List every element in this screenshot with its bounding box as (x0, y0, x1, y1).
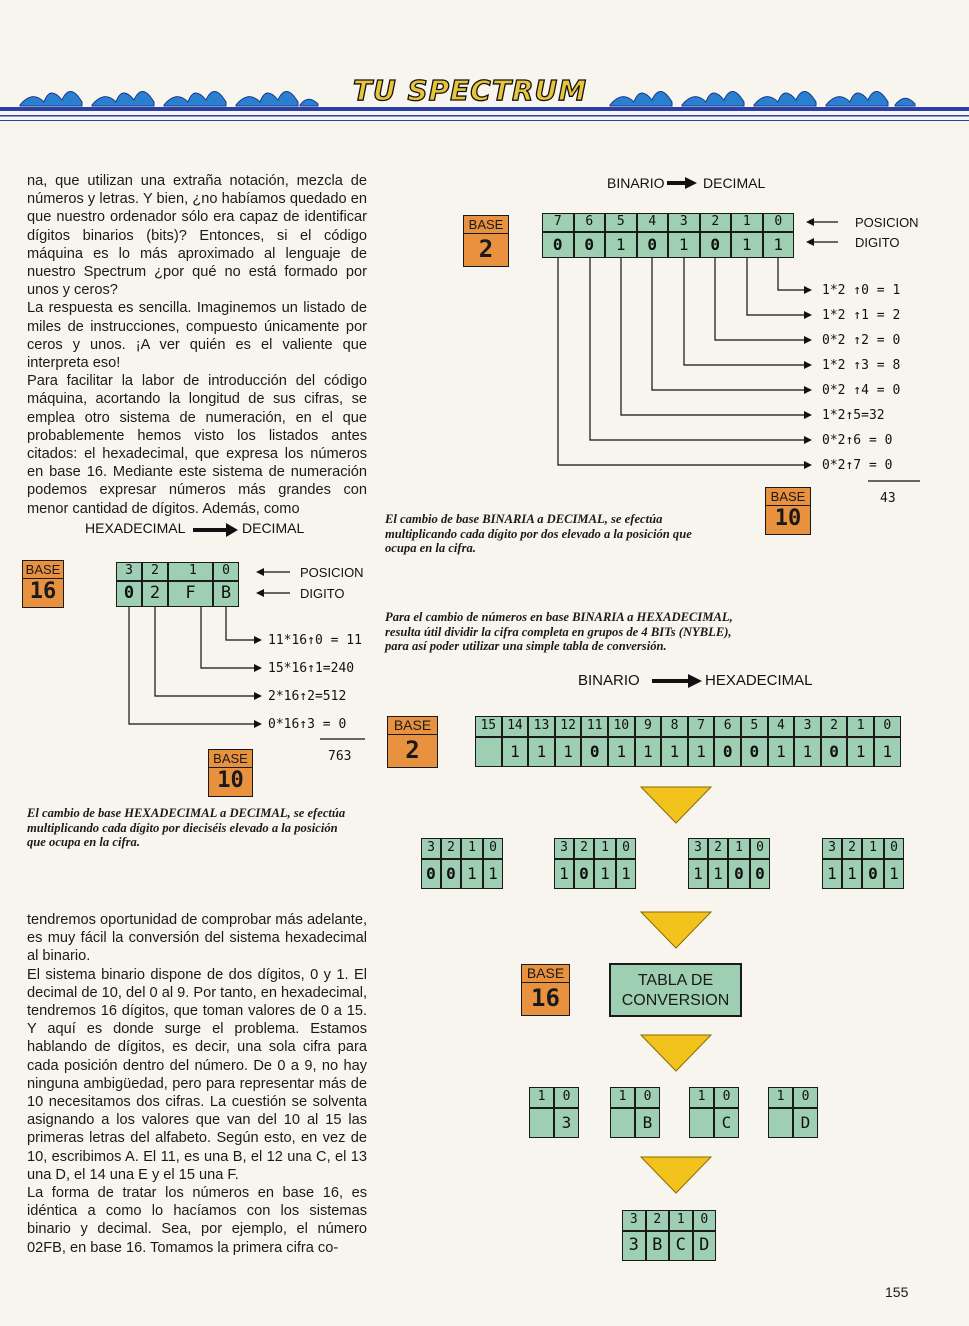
header-title: TU SPECTRUM (352, 74, 588, 107)
label-digit: DIGITO (855, 235, 900, 250)
digit-cell: F (168, 581, 213, 607)
base-value: 16 (531, 984, 560, 1012)
base-badge-10 (208, 749, 253, 797)
digit-cell: 0 (700, 232, 732, 258)
position-cell: 0 (793, 1087, 818, 1108)
empty-cell (529, 1108, 554, 1138)
digit-cell: 1 (884, 859, 904, 889)
digit-cell: 1 (763, 232, 795, 258)
position-cell: 2 (821, 716, 848, 737)
digit-cell: 1 (635, 737, 662, 767)
total-value: 43 (880, 491, 896, 506)
page-header (0, 60, 969, 130)
digit-cell: 0 (574, 859, 594, 889)
digit-cell: D (693, 1231, 717, 1261)
down-arrow-icon (641, 1157, 711, 1193)
digit-cell: 2 (142, 581, 168, 607)
digit-cell: 0 (741, 737, 768, 767)
digit-cell: 0 (441, 859, 461, 889)
digit-cell: 0 (581, 737, 608, 767)
digit-cell: 1 (608, 737, 635, 767)
position-cell: 11 (581, 716, 608, 737)
digit-cell: B (635, 1108, 660, 1138)
digit-cell: 1 (555, 737, 582, 767)
empty-cell (689, 1108, 714, 1138)
position-cell: 9 (635, 716, 662, 737)
page-number: 155 (885, 1284, 909, 1300)
digit-cell: 0 (421, 859, 441, 889)
digit-cell: D (793, 1108, 818, 1138)
base-value: 10 (774, 506, 802, 531)
paragraph: na, que utilizan una extraña notación, mezcla de números y letras. Y bien, ¿no habíamos quedado en que nuestro ordenador sólo era capaz de identificar dígitos binarios (bits)? Entonces, si el código máquina es lo más aproximado al lenguaje de nuestro Spectrum ¿por qué no está formado por unos y ceros? (27, 173, 367, 299)
diagram-title-from: HEXADECIMAL (85, 520, 186, 536)
position-cell: 2 (142, 562, 168, 581)
position-cell: 1 (669, 1210, 693, 1231)
product-line: 0*2 ↑2 = 0 (822, 333, 901, 348)
base-badge-16 (22, 560, 64, 608)
digit-cell: 1 (661, 737, 688, 767)
diagram-title-from: BINARIO (607, 175, 665, 191)
diagram-title-to: DECIMAL (703, 175, 766, 191)
position-cell: 1 (594, 838, 616, 859)
base-label: BASE (209, 750, 252, 768)
diagram-title-to: HEXADECIMAL (705, 672, 813, 689)
position-cell: 3 (421, 838, 441, 859)
label-position: POSICION (300, 565, 364, 580)
digit-cell: 0 (821, 737, 848, 767)
position-cell: 0 (213, 562, 239, 581)
product-line: 1*2 ↑3 = 8 (822, 358, 901, 373)
position-cell: 0 (874, 716, 901, 737)
position-cell: 0 (635, 1087, 660, 1108)
paragraph: El sistema binario dispone de dos dígitos, 0 y 1. El decimal de 10, del 0 al 9. Por tanto, en hexadecimal, tendremos 16 dígitos, que toman valores de 0 a 15. Y aquí es donde surge el problema. Estamos hablando de dígitos, es decir, una sola cifra para cada posición dentro del número. De 0 a 9, no hay ninguna ambigüedad, pero para representar más de 10 necesitamos dos cifras. La cuestión se solventa asignando a los valores que van del 10 al 15 las primeras letras del alfabeto. Según esto, en vez de 10, escribimos A. El 11, es una B, el 12 una C, el 13 una D, el 14 una E y el 15 una F. (27, 966, 367, 1183)
position-cell: 0 (884, 838, 904, 859)
position-cell: 5 (741, 716, 768, 737)
digit-cell: 1 (668, 232, 700, 258)
diagram-title-to: DECIMAL (242, 520, 305, 536)
digit-cell: B (213, 581, 239, 607)
position-cell: 6 (714, 716, 741, 737)
product-line: 2*16↑2=512 (268, 689, 347, 704)
position-cell: 2 (842, 838, 862, 859)
digit-cell: 1 (822, 859, 842, 889)
base-value: 16 (29, 579, 57, 604)
left-column-text-bottom (27, 911, 367, 1257)
base-badge-16 (521, 964, 570, 1016)
conversion-table-box (609, 963, 742, 1017)
position-cell: 12 (555, 716, 582, 737)
base-label: BASE (388, 717, 437, 735)
digit-cell: 1 (874, 737, 901, 767)
position-cell: 4 (768, 716, 795, 737)
empty-cell (610, 1108, 635, 1138)
digit-cell: 1 (794, 737, 821, 767)
down-arrow-icon (641, 787, 711, 823)
digit-cell: 0 (862, 859, 884, 889)
position-cell: 1 (689, 1087, 714, 1108)
digit-cell: 1 (483, 859, 503, 889)
position-cell: 1 (862, 838, 884, 859)
product-line: 1*2↑5=32 (822, 408, 885, 423)
position-cell: 2 (700, 213, 732, 232)
position-cell: 1 (461, 838, 483, 859)
position-cell: 0 (483, 838, 503, 859)
digit-cell: 1 (594, 859, 616, 889)
position-cell: 2 (574, 838, 594, 859)
base-label: BASE (23, 561, 63, 579)
position-cell: 1 (731, 213, 763, 232)
product-line: 0*2↑6 = 0 (822, 433, 893, 448)
digit-cell: 1 (461, 859, 483, 889)
digit-cell: 1 (688, 737, 715, 767)
digit-cell: 0 (728, 859, 750, 889)
digit-cell: 1 (528, 737, 555, 767)
position-cell: 6 (574, 213, 606, 232)
position-cell: 3 (116, 562, 142, 581)
wave-decoration-left (20, 91, 318, 106)
digit-cell: 1 (688, 859, 708, 889)
position-cell: 2 (646, 1210, 670, 1231)
position-cell: 5 (605, 213, 637, 232)
table-label: TABLA DE (637, 972, 714, 989)
position-cell: 4 (637, 213, 669, 232)
digit-cell: 1 (616, 859, 636, 889)
position-cell: 10 (608, 716, 635, 737)
position-cell: 7 (688, 716, 715, 737)
product-line: 1*2 ↑0 = 1 (822, 283, 901, 298)
position-cell: 3 (688, 838, 708, 859)
digit-cell: 1 (502, 737, 529, 767)
product-line: 15*16↑1=240 (268, 661, 355, 676)
base-value: 10 (217, 768, 244, 793)
position-cell: 0 (693, 1210, 717, 1231)
digit-cell: C (669, 1231, 693, 1261)
digit-cell: 1 (554, 859, 574, 889)
label-position: POSICION (855, 215, 919, 230)
digit-cell (475, 737, 502, 767)
bin-hex-caption: Para el cambio de números en base BINARIA a HEXADECIMAL, resulta útil dividir la cifra completa en grupos de 4 BITs (NYBLE), para así poder utilizar una simple tabla de conversión. (385, 610, 733, 653)
position-cell: 14 (502, 716, 529, 737)
table-label: CONVERSION (621, 992, 730, 1009)
digit-cell: C (714, 1108, 739, 1138)
digit-cell: 1 (842, 859, 862, 889)
product-line: 0*2 ↑4 = 0 (822, 383, 901, 398)
position-cell: 3 (668, 213, 700, 232)
position-cell: 0 (750, 838, 770, 859)
digit-cell: 1 (768, 737, 795, 767)
position-cell: 13 (528, 716, 555, 737)
digit-cell: 0 (574, 232, 606, 258)
wave-decoration-right (610, 91, 915, 106)
position-cell: 0 (554, 1087, 579, 1108)
bin-dec-caption: El cambio de base BINARIA a DECIMAL, se efectúa multiplicando cada dígito por dos elevado a la posición que ocupa en la cifra. (385, 512, 692, 555)
product-line: 1*2 ↑1 = 2 (822, 308, 901, 323)
position-cell: 1 (168, 562, 213, 581)
digit-cell: 1 (605, 232, 637, 258)
digit-cell: 1 (708, 859, 728, 889)
base-value: 2 (405, 736, 420, 764)
position-cell: 1 (728, 838, 750, 859)
position-cell: 15 (475, 716, 502, 737)
position-cell: 3 (822, 838, 842, 859)
empty-cell (768, 1108, 793, 1138)
position-cell: 0 (763, 213, 795, 232)
digit-cell: 1 (731, 232, 763, 258)
paragraph: La forma de tratar los números en base 16, es idéntica a como lo hacíamos con los sistemas binario y decimal. Sea, por ejemplo, el número 02FB, en base 16. Tomamos la primera cifra co- (27, 1185, 367, 1256)
digit-cell: 0 (116, 581, 142, 607)
position-cell: 3 (622, 1210, 646, 1231)
position-cell: 3 (554, 838, 574, 859)
position-cell: 1 (847, 716, 874, 737)
paragraph: tendremos oportunidad de comprobar más adelante, es muy fácil la conversión del sistema hexadecimal al binario. (27, 912, 367, 965)
base-badge-2 (387, 716, 438, 768)
position-cell: 2 (441, 838, 461, 859)
product-line: 0*2↑7 = 0 (822, 458, 893, 473)
position-cell: 0 (616, 838, 636, 859)
total-value: 763 (328, 749, 352, 764)
product-line: 11*16↑0 = 11 (268, 633, 362, 648)
label-digit: DIGITO (300, 586, 345, 601)
position-cell: 7 (542, 213, 574, 232)
base-badge-2 (463, 215, 509, 267)
digit-cell: 1 (847, 737, 874, 767)
digit-cell: 0 (714, 737, 741, 767)
position-cell: 8 (661, 716, 688, 737)
down-arrow-icon (641, 1035, 711, 1071)
digit-cell: 0 (750, 859, 770, 889)
paragraph: La respuesta es sencilla. Imaginemos un listado de miles de instrucciones, compuesto únicamente por ceros y unos. ¡A ver quién es el valiente que interpreta eso! (27, 300, 367, 372)
product-line: 0*16↑3 = 0 (268, 717, 347, 732)
digit-cell: B (646, 1231, 670, 1261)
digit-cell: 0 (542, 232, 574, 258)
diagram-title-from: BINARIO (578, 672, 640, 689)
hex-diagram-caption: El cambio de base HEXADECIMAL a DECIMAL, se efectúa multiplicando cada dígito por dieciséis elevado a la posición que ocupa en la cifra. (27, 806, 346, 849)
base-label: BASE (464, 216, 508, 234)
position-cell: 1 (768, 1087, 793, 1108)
digit-cell: 0 (637, 232, 669, 258)
position-cell: 1 (610, 1087, 635, 1108)
digit-cell: 3 (622, 1231, 646, 1261)
digit-cell: 3 (554, 1108, 579, 1138)
paragraph: Para facilitar la labor de introducción del código máquina, acortando la longitud de sus cifras, se emplea otro sistema de numeración, en el que probablemente hemos visto los listados antes citados: el hexadecimal, que expresa los números en base 16. Mediante este sistema de numeración podemos expresar números más grandes con menor cantidad de dígitos. Además, como (27, 373, 367, 517)
base-badge-10 (765, 487, 811, 535)
base-value: 2 (478, 235, 494, 263)
position-cell: 2 (708, 838, 728, 859)
base-label: BASE (766, 488, 810, 506)
down-arrow-icon (641, 912, 711, 948)
position-cell: 1 (529, 1087, 554, 1108)
position-cell: 0 (714, 1087, 739, 1108)
position-cell: 3 (794, 716, 821, 737)
left-column-text-top (27, 172, 367, 518)
base-label: BASE (522, 965, 569, 983)
